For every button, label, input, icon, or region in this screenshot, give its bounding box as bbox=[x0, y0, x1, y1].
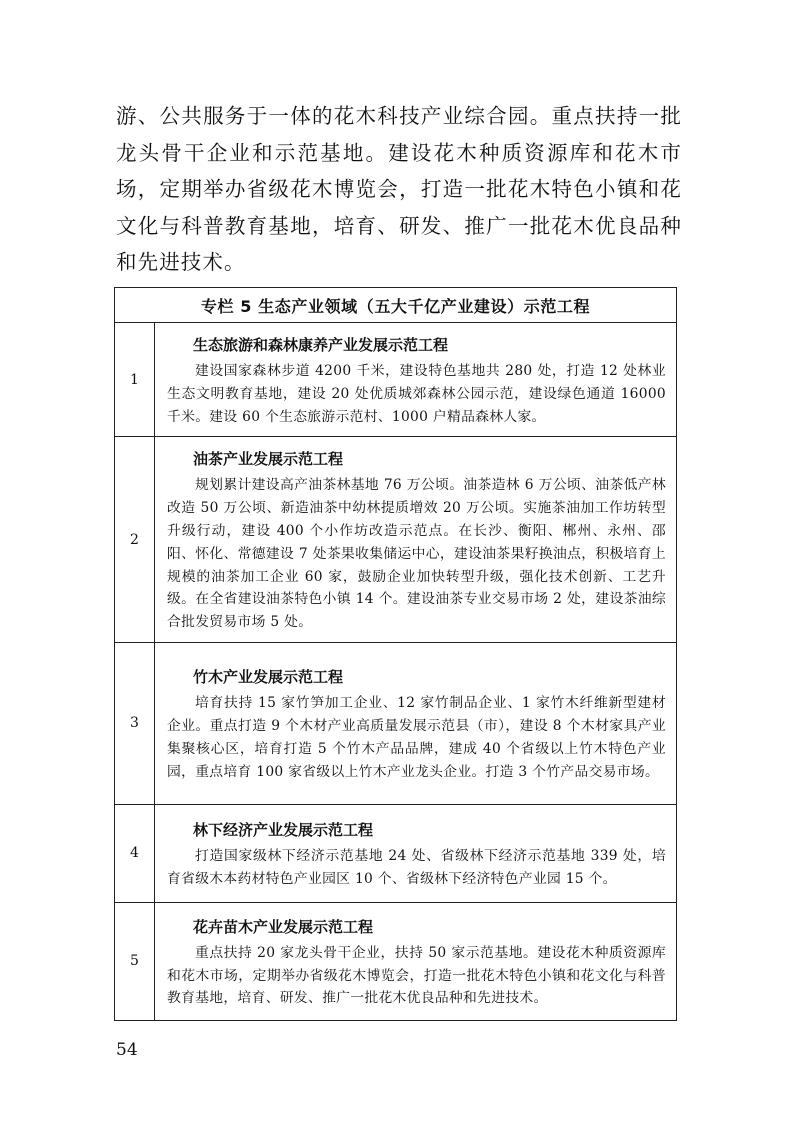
intro-paragraph: 游、公共服务于一体的花木科技产业综合园。重点扶持一批龙头骨干企业和示范基地。建设花木种质资源库和花木市场，定期举办省级花木博览会，打造一批花木特色小镇和花文化与科普教育基地，培育、研发、推广一批花木优良品种和先进技术。 bbox=[116, 104, 682, 274]
row-content bbox=[155, 804, 677, 902]
project-title: 生态旅游和森林康养产业发展示范工程 bbox=[193, 336, 449, 354]
table-row bbox=[115, 902, 677, 1020]
row-number: 5 bbox=[115, 902, 155, 1020]
row-content bbox=[155, 323, 677, 437]
table-row bbox=[115, 437, 677, 643]
row-number: 1 bbox=[115, 323, 155, 437]
project-description: 规划累计建设高产油茶林基地 76 万公顷。油茶造林 6 万公顷、油茶低产林改造 50 万公顷、新造油茶中幼林提质增效 20 万公顷。实施茶油加工作坊转型升级行动，建设 400 个小作坊改造示范点。在长沙、衡阳、郴州、永州、邵阳、怀化、常德建设 7 处茶果收集储运中心，建设油茶果籽换油点，积极培育上规模的油茶加工企业 60 家，鼓励企业加快转型升级，强化技术创新、工艺升级。在全省建设油茶特色小镇 14 个。建设油茶专业交易市场 2 处，建设茶油综合批发贸易市场 5 处。 bbox=[167, 477, 666, 631]
table-row bbox=[115, 804, 677, 902]
row-number: 4 bbox=[115, 804, 155, 902]
project-title: 油茶产业发展示范工程 bbox=[193, 450, 344, 469]
row-number: 2 bbox=[115, 437, 155, 643]
project-title: 林下经济产业发展示范工程 bbox=[193, 821, 374, 840]
table-row bbox=[115, 642, 677, 804]
row-content bbox=[155, 437, 677, 643]
project-description: 建设国家森林步道 4200 千米，建设特色基地共 280 处，打造 12 处林业生态文明教育基地，建设 20 处优质城郊森林公园示范，建设绿色通道 16000 千米。建设 60 个生态旅游示范村、1000 户精品森林人家。 bbox=[167, 363, 666, 425]
project-description: 打造国家级林下经济示范基地 24 处、省级林下经济示范基地 339 处，培育省级木本药材特色产业园区 10 个、省级林下经济特色产业园 15 个。 bbox=[167, 848, 666, 887]
row-content bbox=[155, 642, 677, 804]
demonstration-projects-table bbox=[114, 287, 677, 1021]
project-title: 花卉苗木产业发展示范工程 bbox=[193, 917, 374, 936]
project-description: 重点扶持 20 家龙头骨干企业，扶持 50 家示范基地。建设花木种质资源库和花木市场，定期举办省级花木博览会，打造一批花木特色小镇和花文化与科普教育基地，培育、研发、推广一批花木优良品种和先进技术。 bbox=[167, 944, 666, 1007]
table-title: 专栏 5 生态产业领域（五大千亿产业建设）示范工程 bbox=[115, 288, 677, 323]
table-row bbox=[115, 323, 677, 437]
project-description: 培育扶持 15 家竹笋加工企业、12 家竹制品企业、1 家竹木纤维新型建材企业。重点打造 9 个木材产业高质量发展示范县（市），建设 8 个木材家具产业集聚核心区，培育打造 5 个竹木产品品牌，建成 40 个省级以上竹木特色产业园，重点培育 100 家省级以上竹木产业龙头企业。打造 3 个竹产品交易市场。 bbox=[167, 695, 666, 780]
page-number: 54 bbox=[116, 1040, 138, 1060]
row-number: 3 bbox=[115, 642, 155, 804]
row-content bbox=[155, 902, 677, 1020]
project-title: 竹木产业发展示范工程 bbox=[193, 668, 344, 687]
